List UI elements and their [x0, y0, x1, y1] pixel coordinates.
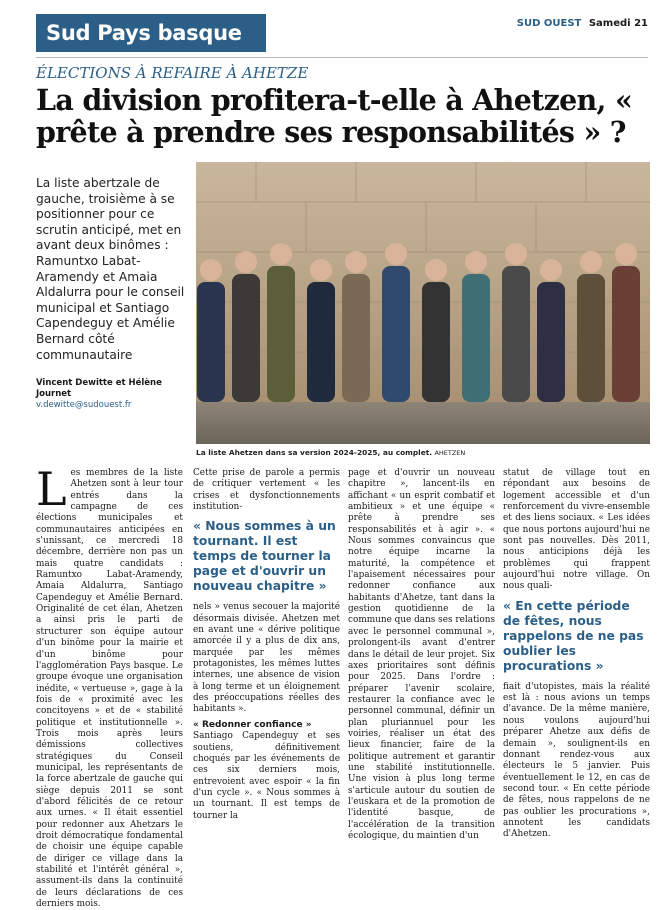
person-head — [200, 259, 222, 281]
lede: La liste abertzale de gauche, troisième à se positionner pour ce scrutin anticipé, met en avant deux binômes : Ramuntxo Labat-Aramendy et Amaia Aldalurra pour le conseil municipal et Santiago Capendeguy et Amélie Bernard côté communautaire — [36, 176, 185, 362]
person-silhouette — [612, 266, 640, 402]
person-silhouette — [462, 274, 490, 402]
person-head — [425, 259, 447, 281]
person-head — [465, 251, 487, 273]
person-silhouette — [577, 274, 605, 402]
caption-credit: AHETZEN — [434, 449, 466, 457]
photo-caption — [196, 448, 650, 457]
byline — [36, 378, 188, 411]
person-silhouette — [537, 282, 565, 402]
subheading: « Redonner confiance » — [193, 719, 312, 730]
byline-email: v.dewitte@sudouest.fr — [36, 400, 132, 410]
paragraph: Cette prise de parole a permis de critiquer vertement « les crises et dysfonctionnements institution- — [193, 468, 340, 513]
pull-quote: « Nous sommes à un tournant. Il est temps de tourner la page et d'ouvrir un nouveau chapitre » — [193, 519, 336, 594]
person-head — [505, 243, 527, 265]
person-silhouette — [342, 274, 370, 402]
person-silhouette — [267, 266, 295, 402]
person-head — [615, 243, 637, 265]
person-head — [540, 259, 562, 281]
headline: La division profitera-t-elle à Ahetzen, « prête à prendre ses responsabilités » ? — [36, 83, 633, 149]
section-tag: Sud Pays basque — [36, 14, 266, 52]
person-silhouette — [422, 282, 450, 402]
caption-text: La liste Ahetzen dans sa version 2024-2025, au complet. — [196, 448, 433, 457]
person-head — [580, 251, 602, 273]
masthead — [517, 18, 648, 29]
person-silhouette — [382, 266, 410, 402]
person-head — [310, 259, 332, 281]
person-head — [235, 251, 257, 273]
person-silhouette — [232, 274, 260, 402]
person-head — [270, 243, 292, 265]
person-silhouette — [197, 282, 225, 402]
top-rule — [36, 57, 648, 58]
pull-quote: « En cette période de fêtes, nous rappelons de ne pas oublier les procurations » — [503, 598, 644, 673]
person-head — [345, 251, 367, 273]
body-column-1 — [36, 462, 183, 910]
paragraph: es membres de la liste Ahetzen sont à leur tour entrés dans la campagne de ces élections municipales et communautaires anticipées en s'unissant, ce mercredi 18 décembre, derrière non pas un mais quatre candidats : Ramuntxo Labat-Aramendy, Amaia Aldalurra, Santiago Capendeguy et Amélie Bernard. Originalité de cet élan, Ahetzen a ainsi pris le parti de structurer son équipe autour d'un binôme pour la mairie et d'un binôme pour l'agglomération Pays basque. Le groupe évoque une organisation inédite, « vertueuse », gage à la fois de « proximité avec les concitoyens » et de « stabilité politique et institutionnelle ». Trois mois après leurs démissions collectives stratégiques du Conseil municipal, les représentants de la force abertzale de gauche qui siège depuis 2011 se sont d'abord félicités de ce retour aux urnes. « Il était essentiel pour redonner aux Ahetzars le droit démocratique fondamental de choisir une équipe capable de diriger ce village dans la stabilité et l'intérêt général », assument-ils dans la continuité de leurs déclarations de ces derniers mois. — [36, 468, 183, 910]
body-column-2 — [193, 468, 340, 822]
paragraph: nels » venus secouer la majorité désormais divisée. Ahetzen met en avant une « dérive politique amorcée il y a plus de dix ans, marquée par les mêmes protagonistes, les mêmes luttes internes, une absence de vision à long terme et un éloignement des préoccupations réelles des habitants ». — [193, 602, 340, 715]
drop-cap: L — [36, 462, 67, 516]
publication-date: Samedi 21 — [588, 18, 648, 29]
body-column-3 — [348, 468, 495, 842]
body-column-4 — [503, 468, 650, 841]
paragraph: page et d'ouvrir un nouveau chapitre », lancent-ils en affichant « un esprit combatif et ambitieux » et une équipe « prête à prendre ses responsabilités et à agir ». « Nous sommes convaincus que notre équipe incarne la maturité, la compétence et l'apaisement nécessaires pour redonner confiance aux habitants d'Ahetze, tant dans la gestion quotidienne de la commune que dans ses relations avec le personnel communal », prolongent-ils avant d'entrer dans le détail de leur projet. Six axes prioritaires sont définis pour 2025. Dans l'ordre : préparer l'avenir scolaire, restaurer la confiance avec le personnel communal, définir un plan pluriannuel pour les voiries, réaliser un état des lieux financier, faire de la politique autrement et garantir une stabilité institutionnelle. Une vision à plus long terme s'articule autour du soutien de l'euskara et de la promotion de l'identité basque, de l'accélération de la transition écologique, du maintien d'un — [348, 468, 496, 841]
newspaper-brand: SUD OUEST — [516, 18, 582, 29]
paragraph: Santiago Capendeguy et ses soutiens, définitivement choqués par les événements de ces six derniers mois, entrevoient avec espoir « la fin d'un cycle ». « Nous sommes à un tournant. Il est temps de tourner la — [193, 731, 340, 821]
person-head — [385, 243, 407, 265]
group-photo-illustration — [196, 162, 650, 444]
person-silhouette — [502, 266, 530, 402]
group-photo — [196, 162, 650, 444]
paragraph: statut de village tout en répondant aux besoins de logement accessible et d'un renforcement du vivre-ensemble et des liens sociaux. « Les idées que nous portons aujourd'hui ne sont pas nouvelles. Dès 2011, nous anticipions déjà les problèmes qui frappent aujourd'hui notre village. On nous quali- — [503, 468, 650, 592]
person-silhouette — [307, 282, 335, 402]
byline-authors: Vincent Dewitte et Hélène Journet — [36, 378, 162, 399]
paragraph: fiait d'utopistes, mais la réalité est là : nous avions un temps d'avance. De la même manière, nous voulons aujourd'hui préparer Ahetze aux défis de demain », soulignent-ils en donnant rendez-vous aux électeurs le 5 janvier. Puis éventuellement le 12, en cas de second tour. « En cette période de fêtes, nous rappelons de ne pas oublier les procurations », annotent les candidats d'Ahetzen. — [503, 681, 650, 840]
kicker: ÉLECTIONS À REFAIRE À AHETZE — [36, 64, 309, 82]
